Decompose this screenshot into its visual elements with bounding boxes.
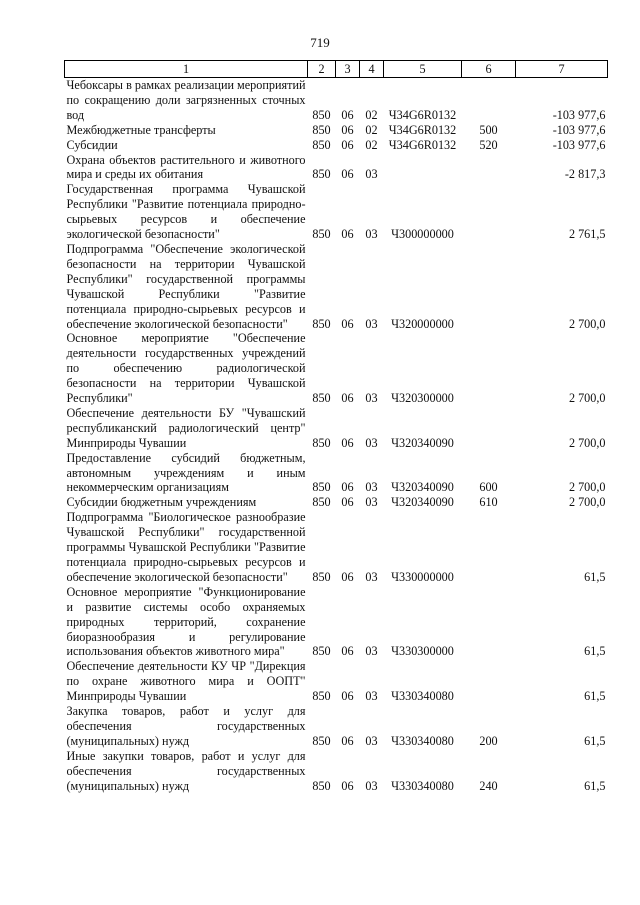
row-amount: 61,5 [584,644,606,659]
row-section-code: 06 [341,227,354,242]
row-ministry-code: 850 [312,316,331,331]
row-target-article: Ч320000000 [391,316,454,331]
row-ministry-code: 850 [312,391,331,406]
row-expense-type: 520 [479,137,498,152]
row-name: Основное мероприятие "Функционирование и развитие системы особо охраняемых природных территорий, сохранение биоразнообразия и регулирование использования объектов животного мира" [66,584,306,659]
row-section-code: 06 [341,778,354,793]
row-subsection-code: 03 [365,733,378,748]
row-ministry-code: 850 [312,137,331,152]
row-amount: 2 761,5 [568,227,606,242]
row-ministry-code: 850 [312,435,331,450]
row-ministry-code: 850 [312,122,331,137]
row-name: Межбюджетные трансферты [66,122,216,137]
row-name: Государственная программа Чувашской Республики "Развитие потенциала природно-сырьевых ресурсов и обеспечение экологической безопасности" [66,182,306,242]
row-name: Подпрограмма "Биологическое разнообразие Чувашской Республики" государственной программы Чувашской Республики "Развитие потенциала природно-сырьевых ресурсов и обеспечение экологической безопасности" [66,510,306,584]
row-name: Иные закупки товаров, работ и услуг для обеспечения государственных (муниципальных) нужд [66,748,306,793]
row-expense-type [462,78,516,123]
row-amount: -2 817,3 [564,167,606,182]
row-section-code: 06 [341,107,354,122]
row-section-code: 06 [341,733,354,748]
row-target-article: Ч330000000 [391,569,454,584]
row-subsection-code: 03 [365,778,378,793]
row-target-article [384,153,462,183]
row-section-code: 06 [341,137,354,152]
row-subsection-code: 03 [365,227,378,242]
row-name: Чебоксары в рамках реализации мероприятий по сокращению доли загрязненных сточных вод [66,78,306,122]
row-amount: -103 977,6 [552,107,606,122]
row-expense-type [462,182,516,242]
row-ministry-code: 850 [312,480,331,495]
row-section-code: 06 [341,689,354,704]
table-row [65,406,608,451]
row-name: Обеспечение деятельности БУ "Чувашский республиканский радиологический центр" Минприроды Чувашии [66,405,306,450]
row-section-code: 06 [341,495,354,510]
row-subsection-code: 02 [365,137,378,152]
row-subsection-code: 02 [365,107,378,122]
row-section-code: 06 [341,391,354,406]
row-expense-type [462,153,516,183]
row-expense-type: 610 [479,495,498,510]
row-amount: 2 700,0 [568,391,606,406]
row-expense-type [462,585,516,660]
row-ministry-code: 850 [312,778,331,793]
table-row [65,585,608,660]
table-row [65,123,608,138]
row-name: Субсидии бюджетным учреждениям [66,495,257,510]
row-name: Обеспечение деятельности КУ ЧР "Дирекция по охране животного мира и ООПТ" Минприроды Чувашии [66,659,306,704]
row-subsection-code: 03 [365,167,378,182]
row-target-article: Ч330340080 [391,778,454,793]
row-amount: -103 977,6 [552,122,606,137]
row-ministry-code: 850 [312,689,331,704]
column-header: 2 [308,61,336,78]
row-target-article: Ч320340090 [391,480,454,495]
row-target-article: Ч34G6R0132 [388,107,457,122]
row-ministry-code: 850 [312,644,331,659]
row-expense-type [462,659,516,704]
table-row [65,495,608,510]
row-ministry-code: 850 [312,167,331,182]
row-amount: 2 700,0 [568,495,606,510]
table-row [65,153,608,183]
column-number-row [65,61,608,78]
table-row [65,451,608,496]
row-target-article: Ч320340090 [391,435,454,450]
row-name: Охрана объектов растительного и животного мира и среды их обитания [66,152,306,182]
row-subsection-code: 03 [365,316,378,331]
row-ministry-code: 850 [312,227,331,242]
row-amount: 61,5 [584,569,606,584]
page-number: 719 [310,35,330,50]
row-subsection-code: 03 [365,391,378,406]
row-name: Субсидии [66,137,118,152]
budget-table [64,60,608,794]
table-row [65,704,608,749]
table-row [65,749,608,794]
row-section-code: 06 [341,569,354,584]
row-subsection-code: 02 [365,122,378,137]
row-ministry-code: 850 [312,107,331,122]
row-amount: 2 700,0 [568,435,606,450]
column-header: 6 [462,61,516,78]
row-expense-type [462,331,516,406]
column-header: 7 [516,61,608,78]
table-row [65,182,608,242]
row-section-code: 06 [341,316,354,331]
row-ministry-code: 850 [312,569,331,584]
row-amount: 61,5 [584,689,606,704]
row-subsection-code: 03 [365,495,378,510]
row-target-article: Ч300000000 [391,227,454,242]
row-section-code: 06 [341,122,354,137]
table-row [65,78,608,123]
column-header: 4 [360,61,384,78]
row-ministry-code: 850 [312,495,331,510]
row-subsection-code: 03 [365,435,378,450]
row-expense-type [462,242,516,331]
row-name: Закупка товаров, работ и услуг для обеспечения государственных (муниципальных) нужд [66,704,306,748]
table-row [65,331,608,406]
row-expense-type: 240 [479,778,498,793]
column-header: 3 [336,61,360,78]
row-target-article: Ч34G6R0132 [388,122,457,137]
row-target-article: Ч330300000 [391,644,454,659]
row-subsection-code: 03 [365,480,378,495]
row-target-article: Ч320340090 [391,495,454,510]
row-section-code: 06 [341,167,354,182]
row-name: Предоставление субсидий бюджетным, автономным учреждениям и иным некоммерческим организациям [66,450,306,495]
table-row [65,510,608,585]
row-subsection-code: 03 [365,569,378,584]
row-name: Основное мероприятие "Обеспечение деятельности государственных учреждений по обеспечению радиологической безопасности на территории Чувашской Республики" [66,331,306,406]
row-section-code: 06 [341,435,354,450]
table-row [65,242,608,331]
row-target-article: Ч330340080 [391,689,454,704]
column-header: 1 [65,61,308,78]
row-subsection-code: 03 [365,644,378,659]
row-name: Подпрограмма "Обеспечение экологической безопасности на территории Чувашской Республики" государственной программы Чувашской Республики "Развитие потенциала природно-сырьевых ресурсов и обеспечение экологической безопасности" [66,241,306,331]
row-amount: 2 700,0 [568,480,606,495]
row-target-article: Ч34G6R0132 [388,137,457,152]
row-amount: 61,5 [584,778,606,793]
row-expense-type [462,510,516,585]
row-expense-type [462,406,516,451]
row-amount: 61,5 [584,733,606,748]
row-ministry-code: 850 [312,733,331,748]
row-expense-type: 500 [479,122,498,137]
row-target-article: Ч320300000 [391,391,454,406]
table-row [65,659,608,704]
row-target-article: Ч330340080 [391,733,454,748]
row-amount: 2 700,0 [568,316,606,331]
row-amount: -103 977,6 [552,137,606,152]
table-row [65,138,608,153]
row-subsection-code: 03 [365,689,378,704]
column-header: 5 [384,61,462,78]
row-expense-type: 600 [479,480,498,495]
row-section-code: 06 [341,480,354,495]
row-section-code: 06 [341,644,354,659]
row-expense-type: 200 [479,733,498,748]
